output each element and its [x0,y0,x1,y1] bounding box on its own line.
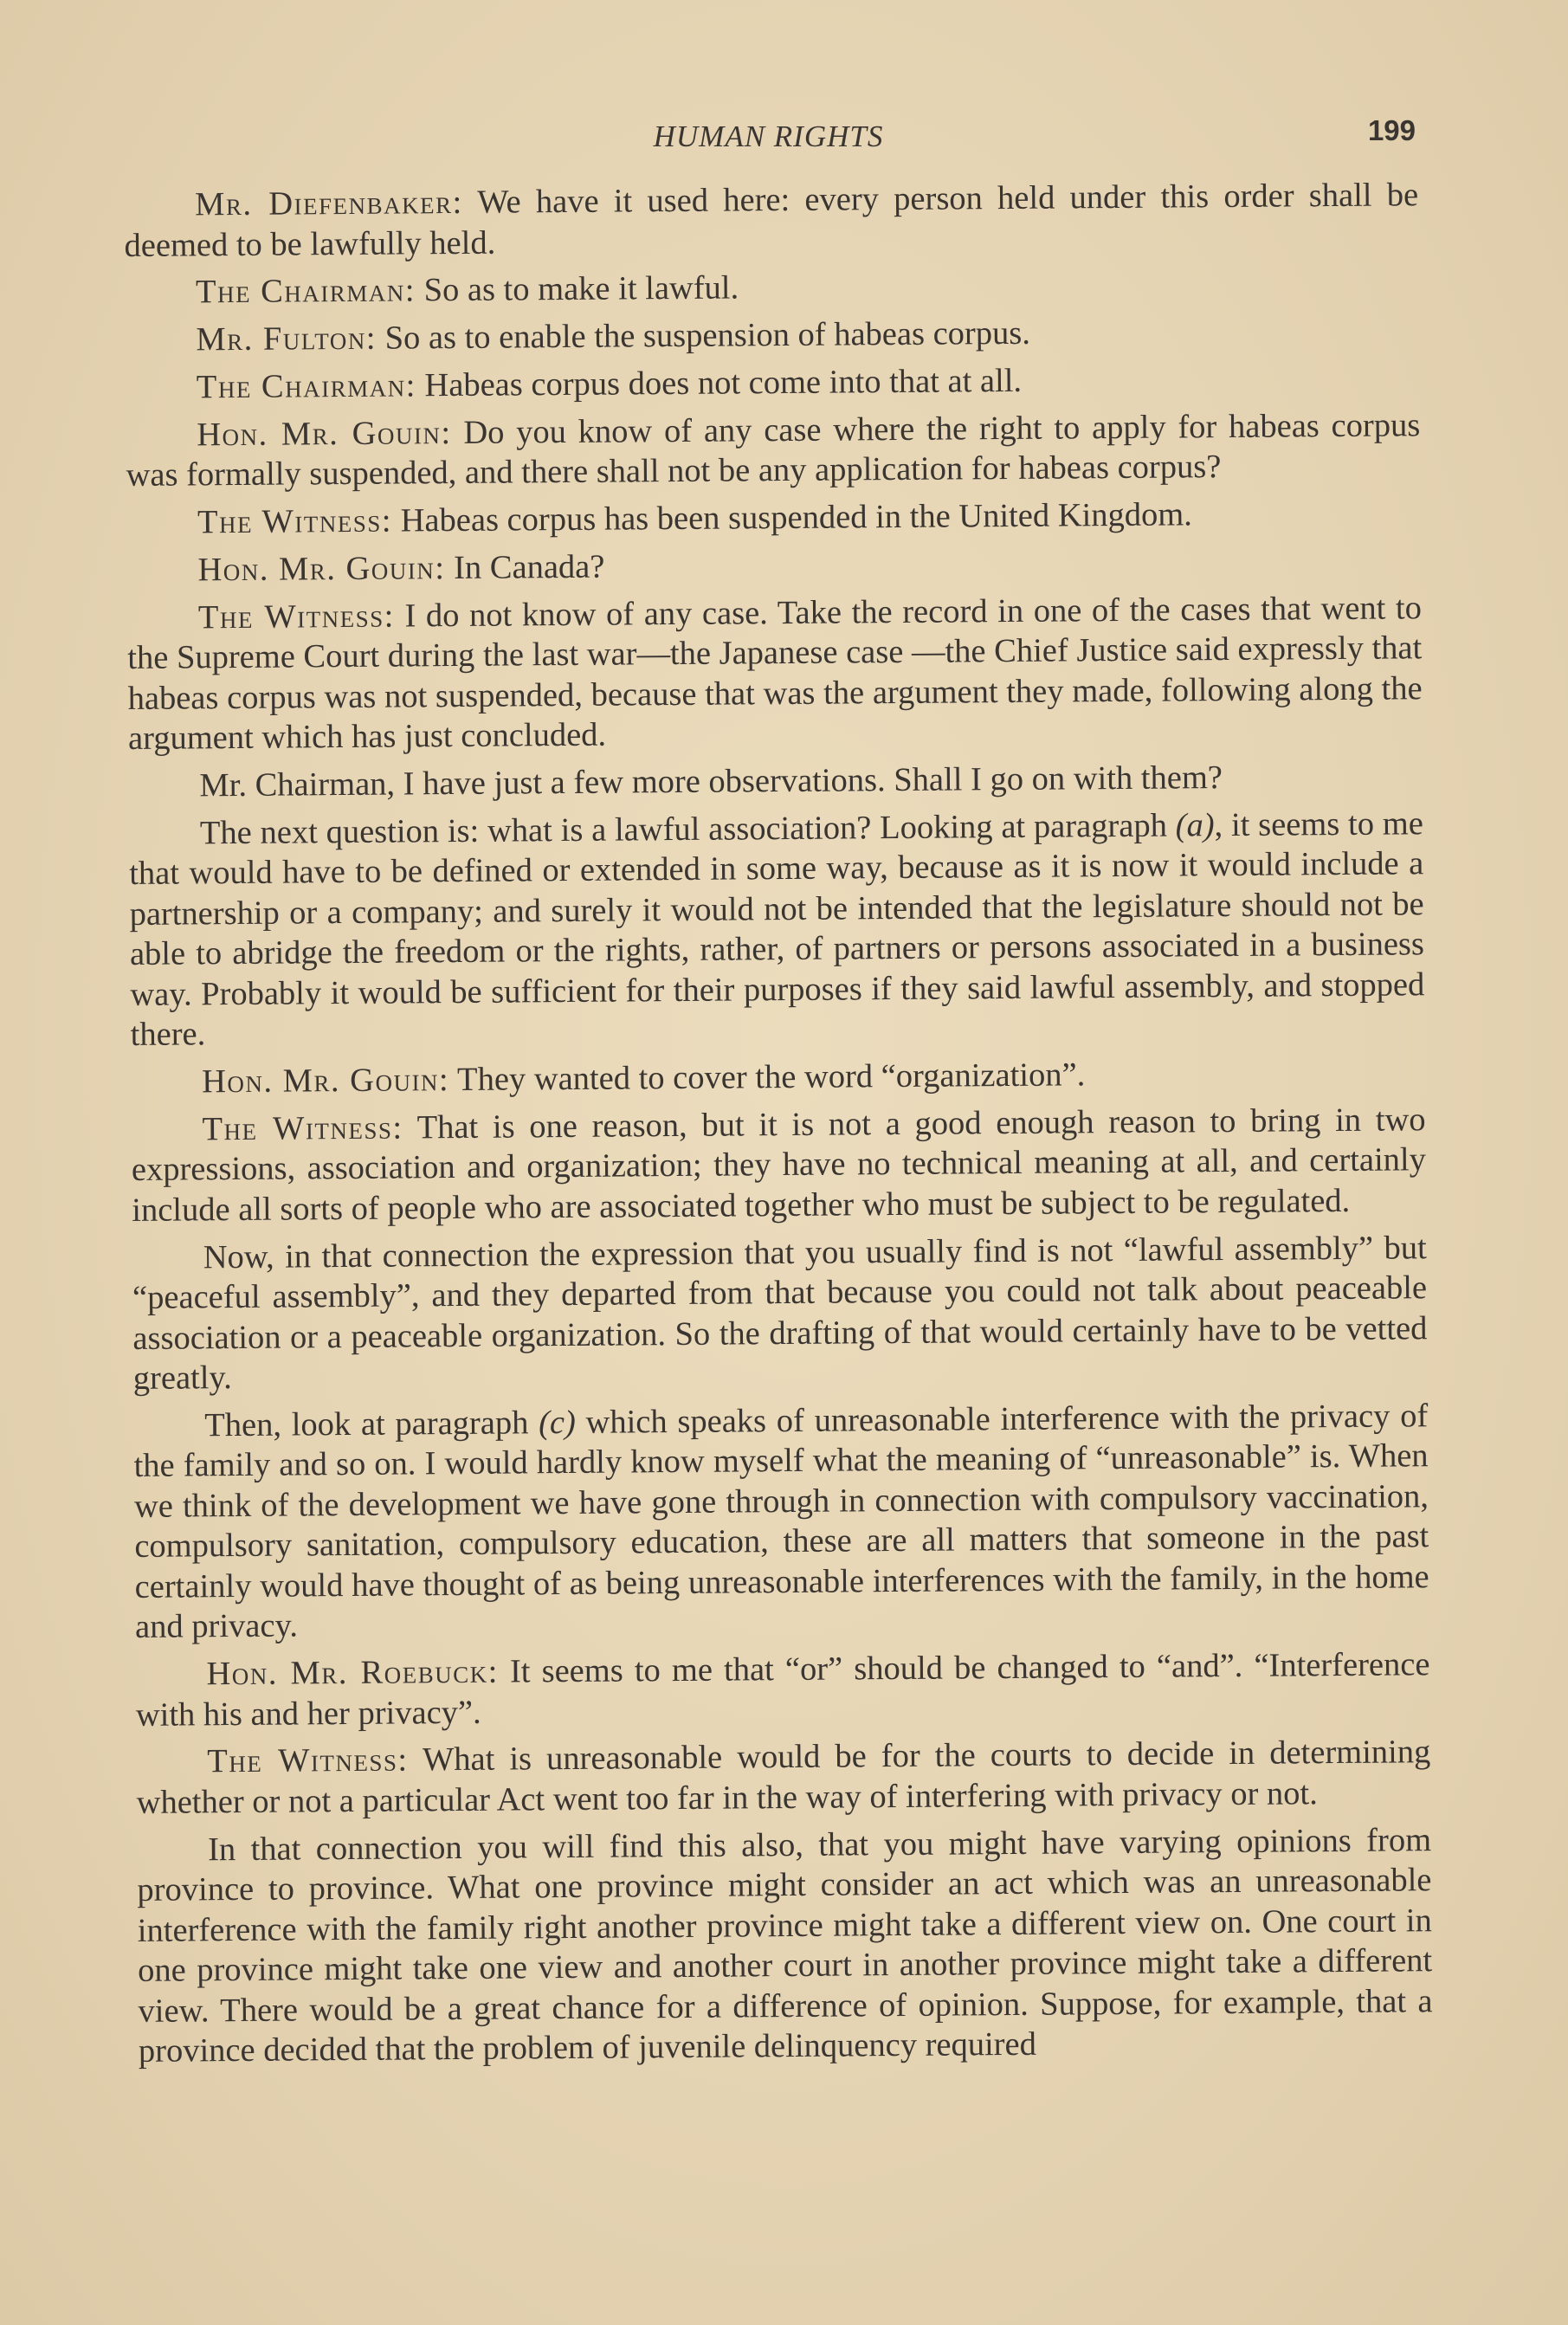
paragraph-text: Habeas corpus has been suspended in the United Kingdom. [391,496,1192,539]
paragraph [131,1052,1425,1102]
paragraph-text: So as to enable the suspension of habeas corpus. [376,314,1031,357]
paragraph-text: Habeas corpus does not come into that at all. [416,362,1023,404]
paragraph [129,804,1425,1056]
paragraph-reference: (c) [538,1404,576,1442]
speaker-name: Mr. Fulton: [196,320,377,358]
paragraph-text: In Canada? [445,548,605,586]
paragraph-text: What is unreasonable would be for the courts to decide in determining whether or not a particular Act went too far in the way of interfering with privacy or not. [136,1734,1431,1821]
body-text [124,175,1433,2079]
page-header [121,113,1416,165]
paragraph [133,1396,1429,1648]
paragraph [136,1733,1431,1824]
paragraph [125,263,1419,313]
paragraph [126,358,1420,408]
paragraph-text: They wanted to cover the word “organization”. [448,1056,1086,1099]
paragraph-text: , it seems to me that would have to be defined or extended in some way, because as it is now it would include a partnership or a company; and surely it would not be intended that the legislature should not be able to abridge the freedom or the rights, rather, of partners or persons associated in a business way. Probably it would be sufficient for their purposes if they said lawful assembly, and stopped there. [129,804,1425,1054]
paragraph [128,756,1423,806]
paragraph-text: In that connection you will find this also, that you might have varying opinions from province to province. What one province might consider an act which was an unreasonable interference with the family right another province might take a different view on. One court in one province might take one view and another court in another province might take a different view. There would be a great chance for a difference of opinion. Suppose, for example, that a province decided that the problem of juvenile delinquency required [137,1821,1433,2070]
paragraph-text: That is one reason, but it is not a good enough reason to bring in two expressions, association and organization; they have no technical meaning at all, and certainly include all sorts of people who are associated together who must be subject to be regulated. [131,1101,1427,1229]
paragraph-text: which speaks of unreasonable interference with the privacy of the family and so on. I would hardly know myself what the meaning of “unreasonable” is. When we think of the development we have gone through in connection with compulsory vaccination, compulsory sanitation, compulsory education, these are all matters that someone in the past certainly would have thought of as being unreasonable interferences with the family, in the home and privacy. [133,1398,1429,1646]
paragraph [137,1820,1433,2072]
speaker-name: The Witness: [197,597,396,636]
paragraph [125,310,1419,360]
paragraph-text: Do you know of any case where the right to apply for habeas corpus was formally suspended, and there shall not be any application for habeas corpus? [126,406,1421,494]
paragraph-text: We have it used here: every person held under this order shall be deemed to be lawfully held. [124,177,1419,264]
speaker-name: Hon. Mr. Gouin: [197,414,452,454]
paragraph [127,588,1423,759]
paragraph-reference: (a) [1175,806,1215,844]
speaker-name: The Witness: [197,502,393,541]
paragraph-text: So as to make it lawful. [415,269,739,309]
speaker-name: The Witness: [202,1109,403,1148]
speaker-name: The Chairman: [195,272,416,311]
paragraph [126,540,1421,591]
paragraph [131,1100,1426,1230]
paragraph-text: Then, look at paragraph [204,1405,539,1444]
paragraph-text: It seems to me that “or” should be changed to “and”. “Interference with his and her privacy”. [135,1646,1430,1734]
paragraph-text: I do not know of any case. Take the record in one of the cases that went to the Supreme Court during the last war—the Japanese case —the Chief Justice said expressly that habeas corpus was not suspended, because that was the argument they made, following along the argument which has just concluded. [127,589,1423,758]
paragraph [135,1644,1430,1735]
running-title: HUMAN RIGHTS [653,119,884,153]
paragraph-text: Now, in that connection the expression that you usually find is not “lawful assembly” but “peaceful assembly”, and they departed from that because you could not talk about peaceable association or a peaceable organization. So the drafting of that would certainly have to be vetted greatly. [132,1229,1428,1398]
paragraph [124,175,1419,266]
page-number: 199 [1367,114,1416,146]
speaker-name: The Witness: [207,1741,409,1780]
paragraph-text: The next question is: what is a lawful association? Looking at paragraph [199,807,1176,852]
speaker-name: Hon. Mr. Gouin: [201,1062,450,1101]
paragraph [132,1228,1428,1399]
speaker-name: Hon. Mr. Roebuck: [206,1653,500,1693]
paragraph [126,405,1421,496]
speaker-name: Hon. Mr. Gouin: [197,549,446,589]
paragraph-text: Mr. Chairman, I have just a few more observations. Shall I go on with them? [199,759,1223,804]
speaker-name: Mr. Diefenbaker: [195,184,463,223]
speaker-name: The Chairman: [196,367,417,406]
paragraph [126,493,1421,543]
